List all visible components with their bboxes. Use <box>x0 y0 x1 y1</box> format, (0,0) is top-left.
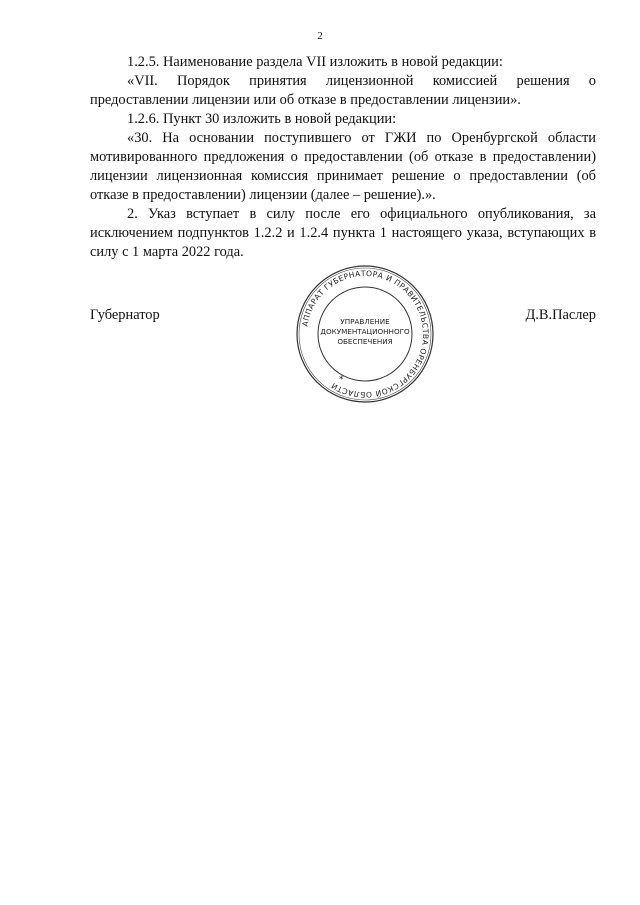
stamp-center-line-3: ОБЕСПЕЧЕНИЯ <box>337 337 393 346</box>
paragraph-1-2-6: 1.2.6. Пункт 30 изложить в новой редакции: <box>127 111 397 127</box>
stamp-seal <box>295 264 435 404</box>
paragraph-effective-date: 2. Указ вступает в силу после его официального опубликования, за исключением подпунктов 1.2.2 и 1.2.4 пункта 1 настоящего указа, вступающих в силу с 1 марта 2022 года. <box>90 206 596 260</box>
page-number: 2 <box>317 30 323 42</box>
signatory-title: Губернатор <box>90 307 160 323</box>
stamp-ring-text: АППАРАТ ГУБЕРНАТОРА И ПРАВИТЕЛЬСТВА ОРЕНБУРГСКОЙ ОБЛАСТИ <box>300 268 431 400</box>
stamp-star-icon: * <box>339 375 344 385</box>
document-body <box>90 53 596 262</box>
stamp-center-line-1: УПРАВЛЕНИЕ <box>340 317 390 326</box>
signatory-name: Д.В.Паслер <box>525 307 596 323</box>
paragraph-section-vii-title: «VII. Порядок принятия лицензионной комиссией решения о предоставлении лицензии или об отказе в предоставлении лицензии». <box>90 73 596 108</box>
paragraph-item-30: «30. На основании поступившего от ГЖИ по Оренбургской области мотивированного предложения о предоставлении (об отказе в предоставлении) лицензии лицензионная комиссия принимает решение о предоставлении (об отказе в предоставлении) лицензии (далее – решение).». <box>90 130 596 203</box>
stamp-center-line-2: ДОКУМЕНТАЦИОННОГО <box>320 327 410 336</box>
official-stamp <box>295 264 435 404</box>
paragraph-1-2-5: 1.2.5. Наименование раздела VII изложить в новой редакции: <box>127 54 503 70</box>
